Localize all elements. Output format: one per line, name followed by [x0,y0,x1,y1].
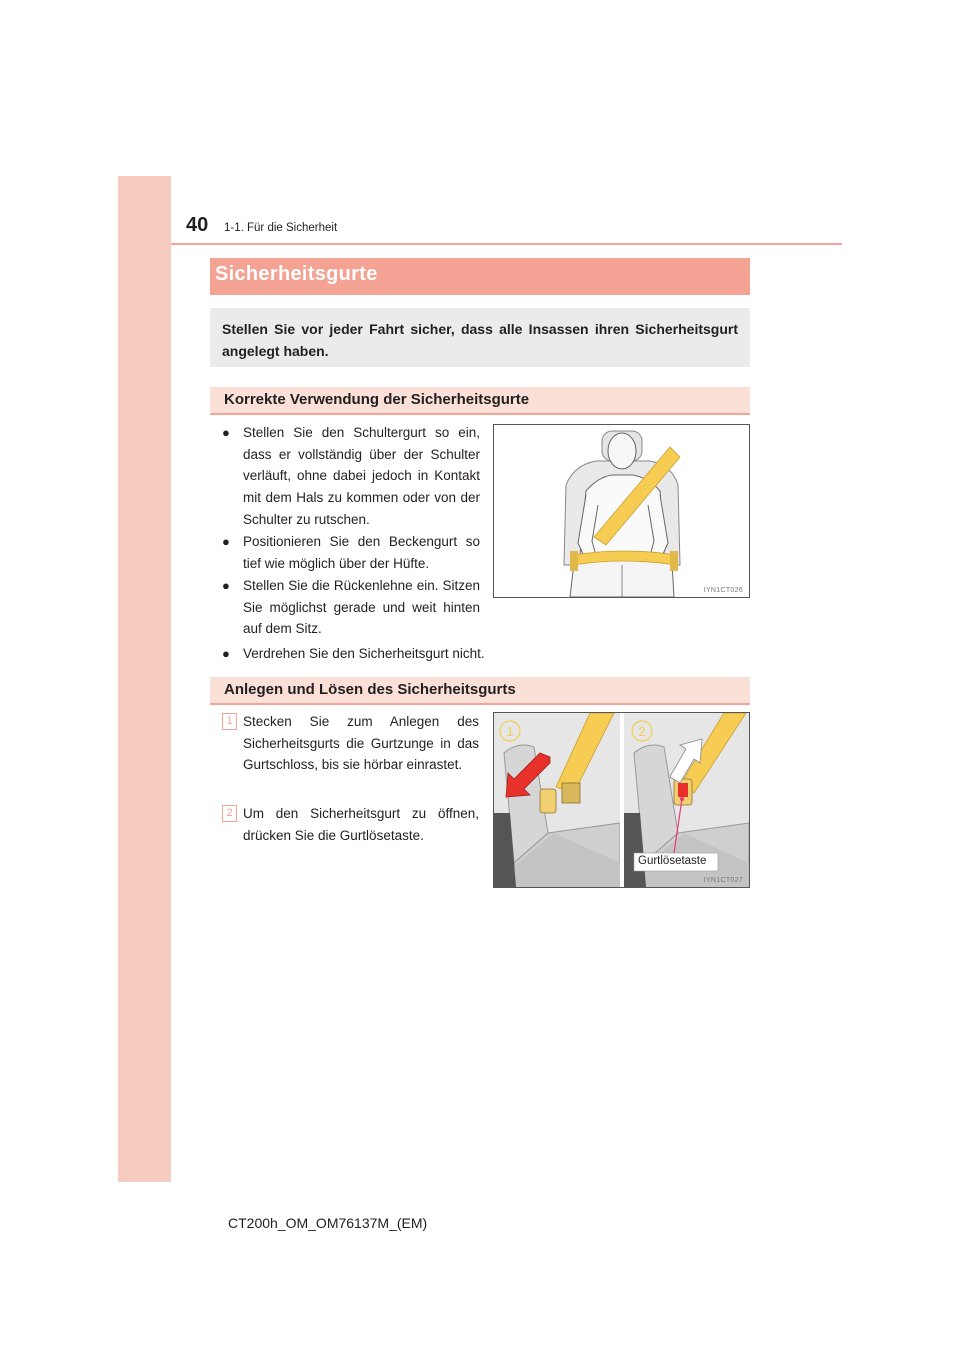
step-number: 2 [222,805,237,822]
bullet-icon: ● [222,646,230,661]
figure-buckle [493,712,750,888]
buckle-illustration [494,713,749,887]
bullet-icon: ● [222,534,230,549]
intro-text: Stellen Sie vor jeder Fahrt sicher, dass alle Insassen ihren Sicherheitsgurt angelegt haben. [222,321,738,359]
list-item: 1 Stecken Sie zum Anlegen des Sicherheitsgurts die Gurtzunge in das Gurtschloss, bis sie hörbar einrastet. [222,711,479,776]
header-rule [171,243,842,245]
figure-label-2: 2 [638,724,646,739]
list-item: ● Stellen Sie den Schultergurt so ein, dass er vollständig über der Schulter verläuft, ohne dabei jedoch in Kontakt mit dem Hals zu kommen oder von der Schulter zu rutschen. [222,422,480,531]
footer-doc-code: CT200h_OM_OM76137M_(EM) [228,1215,428,1231]
list-item: ● Verdrehen Sie den Sicherheitsgurt nicht. [222,643,722,665]
subsection-bar-usage [210,387,750,415]
list-item: ● Stellen Sie die Rückenlehne ein. Sitzen Sie möglichst gerade und weit hinten auf dem Sitz. [222,575,480,640]
figure-code: IYN1CT027 [703,877,743,884]
seated-person-illustration [494,425,749,597]
figure-seated-person [493,424,750,598]
intro-box [210,308,750,367]
list-item: 2 Um den Sicherheitsgurt zu öffnen, drücken Sie die Gurtlösetaste. [222,803,479,846]
figure-code: IYN1CT026 [703,587,743,594]
subsection-title-usage: Korrekte Verwendung der Sicherheitsgurte [224,391,530,408]
step-number: 1 [222,713,237,730]
side-color-strip [118,176,171,1182]
bullet-icon: ● [222,578,230,593]
figure-callout-label: Gurtlösetaste [638,855,707,867]
page-number: 40 [186,214,209,236]
section-title: Sicherheitsgurte [215,263,378,285]
figure-label-1: 1 [506,724,514,739]
subsection-bar-fastening [210,677,750,705]
list-item: ● Positionieren Sie den Beckengurt so tief wie möglich über der Hüfte. [222,531,480,574]
bullet-icon: ● [222,425,230,440]
subsection-title-fastening: Anlegen und Lösen des Sicherheitsgurts [224,681,516,698]
chapter-title: 1-1. Für die Sicherheit [224,222,338,234]
